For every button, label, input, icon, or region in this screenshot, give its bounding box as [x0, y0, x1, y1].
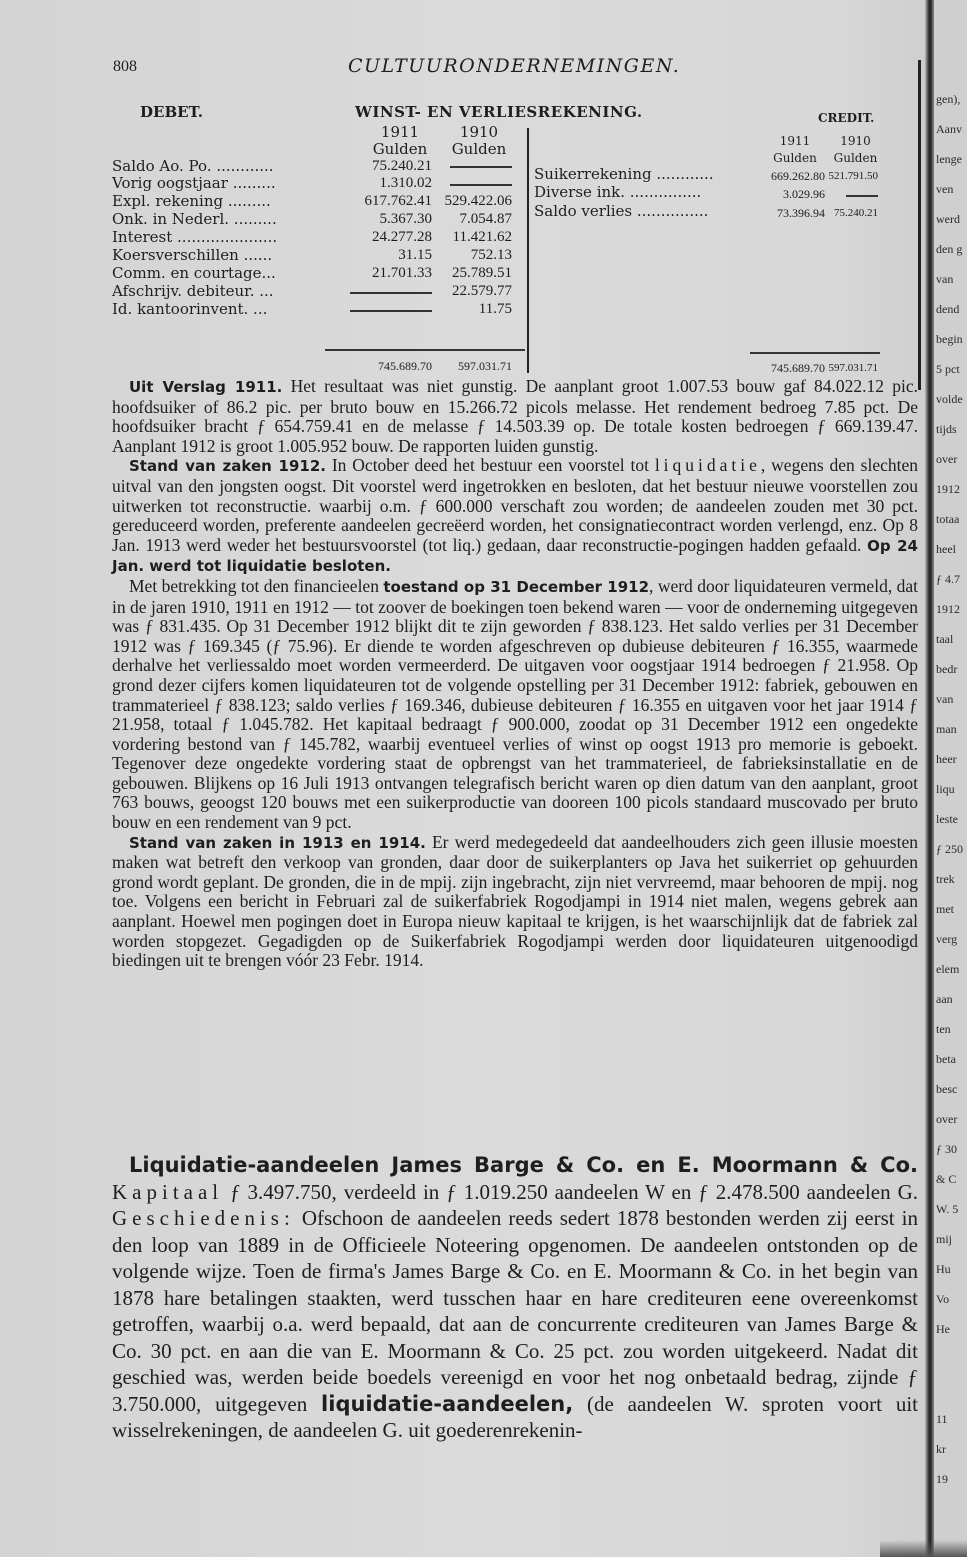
credit-row-label: Diverse ink. ............... — [534, 183, 702, 201]
debit-row-1911: 24.277.28 — [372, 229, 432, 245]
paragraph-toestand-1912: Met betrekking tot den financieelen toestand op 31 December 1912, werd door liquidateuren vermeld, dat in de jaren 1910, 1911 en 1912 — tot zoover de boekingen toen bekend waren — voor de onderneming uitgegeven was ƒ 831.435. Op 31 December 1912 blijkt dit te zijn geworden ƒ 838.123. Het saldo verlies per 31 December 1912 was ƒ 169.345 (ƒ 75.96). Er diende te worden afgeschreven op dubieuse debiteuren ƒ 16.355, waarmede derhalve het verliessaldo moet worden vermeerderd. De uitgaven voor oogstjaar 1914 bedroegen ƒ 21.958. Op grond dezer cijfers komen liquidateuren tot de volgende opstelling per 31 December 1912: fabriek, gebouwen en trammaterieel ƒ 838.123; saldo verlies ƒ 169.346, dubieuse debiteuren ƒ 16.355 en uitgaven voor het jaar 1914 ƒ 21.958, totaal ƒ 1.045.782. Het kapitaal bedraagt ƒ 900.000, zoodat op 31 December 1912 een ongedekte vordering bestond van ƒ 145.782, waarbij eventueel verlies of winst op oogst 1913 pro memorie is geboekt. Tegenover deze ongedekte vordering staat de opbrengst van het trammaterieel, de fabrieksinstallatie en de gebouwen. Blijkens op 16 Juli 1913 ontvangen telegrafisch bericht waren op dien datum van den aanplant, groot 763 bouws, geoogst 120 bouws met een suikerproductie van dooreen 100 picols standaard muscovado per bruto bouw en een rendement van 9 pct. — [112, 575, 918, 833]
facing-page-fragment: mij — [936, 1232, 953, 1246]
facing-page-fragment: begin — [936, 332, 963, 346]
facing-page-fragment: over — [936, 1112, 958, 1126]
debit-row-1911: 75.240.21 — [372, 158, 432, 174]
nil-dash — [450, 166, 512, 168]
debit-total-1910: 597.031.71 — [458, 359, 512, 373]
facing-page-fragment: besc — [936, 1082, 958, 1096]
facing-page-fragment: over — [936, 452, 958, 466]
debit-row-label: Onk. in Nederl. ......... — [112, 210, 277, 228]
debit-row-label: Id. kantoorinvent. ... — [112, 300, 268, 318]
facing-page-fragment: Hu — [936, 1262, 951, 1276]
facing-page-fragment: ven — [936, 182, 954, 196]
credit-row-1910: 75.240.21 — [834, 207, 878, 219]
facing-page-fragment: man — [936, 722, 957, 736]
heading-stand-1913-1914: Stand van zaken in 1913 en 1914. — [129, 833, 426, 852]
account-divider — [527, 128, 529, 373]
right-column-rule — [918, 60, 921, 390]
debit-row-label: Expl. rekening ......... — [112, 192, 271, 210]
credit-total-rule — [750, 352, 880, 354]
facing-page-fragment: totaa — [936, 512, 960, 526]
credit-row-1911: 3.029.96 — [783, 187, 825, 201]
body-text — [112, 377, 918, 971]
credit-row-1911: 73.396.94 — [777, 206, 825, 220]
debit-row-1911: 5.367.30 — [379, 211, 432, 227]
facing-page-fragment: 1912 — [936, 602, 960, 616]
nil-dash — [846, 195, 878, 197]
facing-page-fragment: He — [936, 1322, 950, 1336]
facing-page-fragment: 19 — [936, 1472, 948, 1486]
debit-row-1911: 21.701.33 — [372, 265, 432, 281]
facing-page-fragment: 5 pct — [936, 362, 960, 376]
debit-row-label: Afschrijv. debiteur. ... — [112, 282, 274, 300]
debit-row-label: Comm. en courtage... — [112, 264, 276, 282]
facing-page-fragment: ƒ 250 — [936, 842, 963, 856]
debit-row-label: Interest ..................... — [112, 228, 278, 246]
debit-row-1910: 11.421.62 — [452, 229, 512, 245]
facing-page-fragment: taal — [936, 632, 954, 646]
credit-label: CREDIT. — [818, 111, 875, 125]
facing-page-fragment: van — [936, 692, 954, 706]
paragraph-stand-1912: Stand van zaken 1912. In October deed het bestuur een voorstel tot liquidatie, wegens den slechten uitval van den jongsten oogst. Dit voorstel werd ingetrokken en besloten, dat het bestuur nieuwe voorstellen zou uitwerken tot reconstructie. waarbij o.m. ƒ 600.000 verschaft zou worden; de aandeelen zouden met 30 pct. gereduceerd worden, preferente aandeelen gecreëerd worden, het consignatiecontract worden verlengd, enz. Op 8 Jan. 1913 werd weder het bestuursvoorstel (tot liq.) gedaan, daar reconstructie-pogingen hadden gefaald. Op 24 Jan. werd tot liquidatie besloten. — [112, 455, 918, 576]
heading-toestand-1912: toestand op 31 December 1912 — [383, 577, 650, 596]
nil-dash — [450, 184, 512, 186]
credit-total-1911: 745.689.70 — [771, 361, 825, 375]
heading-stand-1912: Stand van zaken 1912. — [129, 457, 326, 476]
facing-page-fragment: W. 5 — [936, 1202, 959, 1216]
facing-page-fragment: liqu — [936, 782, 955, 796]
facing-page-fragment: & C — [936, 1172, 957, 1186]
facing-page-fragment: Vo — [936, 1292, 950, 1306]
debit-row-1911: 1.310.02 — [379, 175, 432, 191]
facing-page-edge — [934, 0, 967, 1557]
facing-page-fragment: 1912 — [936, 482, 960, 496]
facing-page-fragment: verg — [936, 932, 958, 946]
debit-row-1911: 31.15 — [398, 247, 432, 263]
credit-row-1911: 669.262.80 — [771, 169, 825, 183]
liquidatie-aandeelen-section — [112, 1152, 918, 1444]
facing-page-fragment: volde — [936, 392, 963, 406]
facing-page-fragment: bedr — [936, 662, 958, 676]
credit-col-year-1911: 1911 — [779, 134, 811, 148]
debit-total-1911: 745.689.70 — [378, 359, 432, 373]
liquidatie-besloten: Op 24 Jan. werd tot liquidatie besloten. — [112, 536, 918, 576]
debit-row-1911: 617.762.41 — [364, 193, 432, 209]
debit-row-1910: 752.13 — [470, 247, 512, 263]
debit-col-unit-1910: Gulden — [451, 140, 507, 158]
paragraph-liquidatie-aandeelen: Liquidatie-aandeelen James Barge & Co. en E. Moormann & Co. Kapitaal ƒ 3.497.750, verdeeld in ƒ 1.019.250 aandeelen W en ƒ 2.478.500 aandeelen G. Geschiedenis: Ofschoon de aandeelen reeds sedert 1878 bestonden werden zij eerst in den loop van 1889 in de Officieele Noteering opgenomen. De aandeelen ontstonden op de volgende wijze. Toen de firma's James Barge & Co. en E. Moormann & Co. in het begin van 1878 hare betalingen staakten, werd tusschen haar en hare crediteuren eene overeenkomst getroffen, waarbij o.a. werd bepaald, dat aan de concurrente crediteuren van James Barge & Co. 30 pct. en aan die van E. Moormann & Co. 25 pct. zou worden uitgekeerd. Nadat dit geschied was, werden beide boedels vereenigd en voor het nog onbetaald bedrag, zijnde ƒ 3.750.000, uitgegeven liquidatie-aandeelen, (de aandeelen W. sproten voort uit wisselrekeningen, de aandeelen G. uit goederenrekenin- — [112, 1153, 918, 1442]
debit-row-1910: 11.75 — [478, 301, 512, 317]
facing-page-fragment: met — [936, 902, 954, 916]
page-number: 808 — [113, 58, 137, 75]
credit-row-1910: 521.791.50 — [828, 170, 878, 182]
page-shadow — [880, 1540, 967, 1557]
credit-col-unit-1910: Gulden — [833, 151, 878, 165]
facing-page-fragment: heer — [936, 752, 957, 766]
facing-page-fragment: trek — [936, 872, 955, 886]
facing-page-fragment: elem — [936, 962, 960, 976]
account-title: WINST- EN VERLIESREKENING. — [355, 103, 643, 121]
debit-total-rule — [325, 349, 525, 351]
paragraph-verslag-1911: Uit Verslag 1911. Het resultaat was niet gunstig. De aanplant groot 1.007.53 bouw gaf 84.022.12 pic. hoofdsuiker of 86.2 pic. per bruto bouw en 15.266.72 picols melasse. Het rendement bedroeg 7.85 pct. De hoofdsuiker bracht ƒ 654.759.41 en de melasse ƒ 14.503.39 op. De totale kosten bedroegen ƒ 669.139.47. Aanplant 1912 is groot 1.005.952 bouw. De rapporten luiden gunstig. — [112, 376, 919, 456]
facing-page-fragment: dend — [936, 302, 960, 316]
facing-page-fragment: ƒ 30 — [936, 1142, 957, 1156]
facing-page-fragment: Aanv — [936, 122, 962, 136]
heading-verslag-1911: Uit Verslag 1911. — [129, 378, 283, 396]
debit-row-label: Vorig oogstjaar ......... — [112, 174, 276, 192]
credit-col-unit-1911: Gulden — [773, 151, 817, 165]
paragraph-stand-1913-1914: Stand van zaken in 1913 en 1914. Er werd medegedeeld dat aandeelhouders zich geen illusie moesten maken wat betreft den verkoop van gronden, daar door de suikerplanters op Java het suikerriet op gehuurden grond wordt geplant. De gronden, die in de mpij. zijn ingebracht, zijn niet vervreemd, maar behooren de mpij. nog toe. Volgens een bericht in Februari zal de suikerfabriek Rogodjampi in 1914 niet malen, wegens gebrek aan aanplant. Hoewel men pogingen doet in Europa nieuw kapitaal te krijgen, is het waarschijnlijk dat de fabriek zal worden stopgezet. Gegadigden op de Suikerfabriek Rogodjampi werden door liquidateuren uitgenoodigd biedingen uit te brengen vóór 23 Febr. 1914. — [112, 831, 918, 971]
debit-label: DEBET. — [140, 103, 204, 121]
facing-page-fragment: werd — [936, 212, 960, 226]
facing-page-fragment: beta — [936, 1052, 956, 1066]
debit-row-label: Koersverschillen ...... — [112, 246, 273, 264]
facing-page-fragment: ten — [936, 1022, 951, 1036]
facing-page-fragment: aan — [936, 992, 953, 1006]
credit-col-year-1910: 1910 — [840, 134, 871, 148]
credit-total-1910: 597.031.71 — [828, 362, 878, 374]
facing-page-fragment: kr — [936, 1442, 946, 1456]
heading-liquidatie-aandeelen: Liquidatie-aandeelen James Barge & Co. en E. Moormann & Co. — [129, 1153, 918, 1177]
debit-row-1910: 25.789.51 — [452, 265, 512, 281]
debit-row-1910: 529.422.06 — [444, 193, 512, 209]
facing-page-fragment: tijds — [936, 422, 957, 436]
debit-col-year-1911: 1911 — [380, 123, 420, 141]
facing-page-fragment: 11 — [936, 1412, 948, 1426]
debit-row-label: Saldo Ao. Po. ............ — [112, 157, 274, 175]
facing-page-fragment: den g — [936, 242, 963, 256]
running-title: CULTUURONDERNEMINGEN. — [348, 55, 681, 77]
facing-page-fragment: leste — [936, 812, 958, 826]
credit-row-label: Saldo verlies ............... — [534, 202, 709, 220]
credit-row-label: Suikerrekening ............ — [534, 165, 714, 183]
facing-page-fragment: ƒ 4.7 — [936, 572, 960, 586]
facing-page-fragment: van — [936, 272, 954, 286]
debit-col-year-1910: 1910 — [459, 123, 499, 141]
facing-page-fragment: gen), — [936, 92, 961, 106]
debit-row-1910: 22.579.77 — [452, 283, 512, 299]
book-gutter — [925, 0, 934, 1557]
debit-col-unit-1911: Gulden — [372, 140, 428, 158]
facing-page-fragment: heel — [936, 542, 956, 556]
debit-row-1910: 7.054.87 — [459, 211, 512, 227]
facing-page-fragment: lenge — [936, 152, 962, 166]
